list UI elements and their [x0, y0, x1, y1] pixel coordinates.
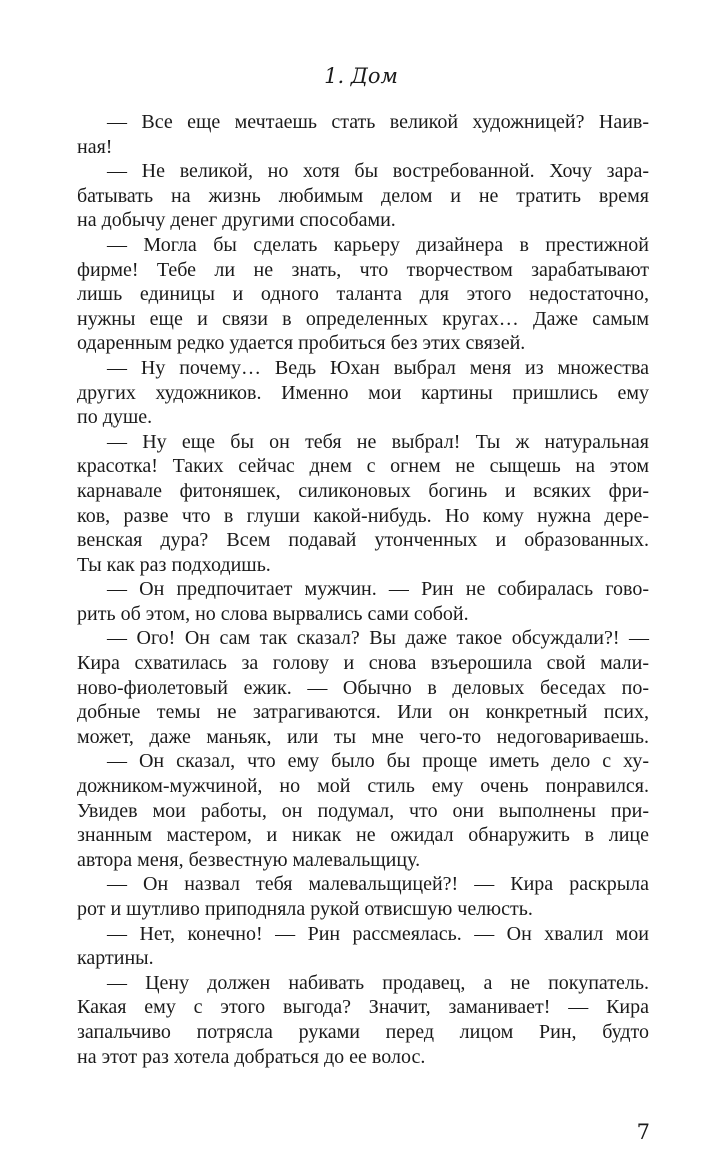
text-line: запальчиво потрясла руками перед лицом Рин, будто	[77, 1020, 649, 1043]
text-line: Какая ему с этого выгода? Значит, заманивает! — Кира	[77, 996, 649, 1019]
text-line: Увидев мои работы, он подумал, что они выполнены при-	[77, 799, 649, 822]
text-line: рот и шутливо приподняла рукой отвисшую челюсть.	[77, 898, 533, 920]
text-line: карнавале фитоняшек, силиконовых богинь и всяких фри-	[77, 479, 649, 502]
text-line: венская дура? Всем подавай утонченных и образованных.	[77, 529, 649, 552]
text-line: может, даже маньяк, или ты мне чего-то недоговариваешь.	[77, 725, 649, 748]
text-line: — Ого! Он сам так сказал? Вы даже такое обсуждали?! —	[107, 627, 649, 650]
text-line: — Не великой, но хотя бы востребованной. Хочу зара-	[107, 160, 649, 183]
chapter-title: 1. Дом	[324, 64, 398, 88]
text-line: нужны еще и связи в определенных кругах… Даже самым	[77, 307, 649, 330]
text-line: — Нет, конечно! — Рин рассмеялась. — Он хвалил мои	[107, 922, 649, 945]
text-line: фирме! Тебе ли не знать, что творчеством зарабатывают	[77, 258, 649, 281]
text-line: ная!	[77, 135, 113, 158]
text-line: лишь единицы и одного таланта для этого недостаточно,	[77, 283, 649, 306]
text-line: Ты как раз подходишь.	[77, 553, 271, 576]
text-line: дожником-мужчиной, но мой стиль ему очень понравился.	[77, 775, 649, 798]
text-line: других художников. Именно мои картины пришлись ему	[77, 381, 649, 404]
text-line: одаренным редко удается пробиться без этих связей.	[77, 332, 526, 355]
text-line: автора меня, безвестную малевальщицу.	[77, 848, 421, 871]
body-text	[77, 110, 649, 1069]
text-line: по душе.	[77, 406, 153, 429]
text-line: — Могла бы сделать карьеру дизайнера в престижной	[107, 233, 649, 256]
text-line: — Ну еще бы он тебя не выбрал! Ты ж натуральная	[107, 430, 649, 453]
text-line: ков, разве что в глуши какой-нибудь. Но кому нужна дере-	[77, 504, 649, 527]
text-line: — Цену должен набивать продавец, а не покупатель.	[107, 971, 649, 994]
page-number: 7	[636, 1120, 650, 1144]
text-line: Кира схватилась за голову и снова взъерошила свой мали-	[77, 652, 649, 675]
text-line: — Все еще мечтаешь стать великой художницей? Наив-	[107, 111, 649, 133]
text-line: добные темы не затрагиваются. Или он конкретный псих,	[77, 701, 649, 724]
text-line: на добычу денег другими способами.	[77, 209, 396, 232]
text-line: красотка! Таких сейчас днем с огнем не сыщешь на этом	[77, 455, 649, 478]
text-line: на этот раз хотела добраться до ее волос.	[77, 1045, 426, 1068]
text-line: батывать на жизнь любимым делом и не тратить время	[77, 184, 649, 207]
text-line: — Он сказал, что ему было бы проще иметь дело с ху-	[107, 750, 649, 773]
text-line: — Он предпочитает мужчин. — Рин не собиралась гово-	[107, 578, 649, 601]
text-line: ново-фиолетовый ежик. — Обычно в деловых беседах по-	[77, 676, 649, 699]
text-line: знанным мастером, и никак не ожидал обнаружить в лице	[77, 824, 649, 847]
text-line: рить об этом, но слова вырвались сами собой.	[77, 602, 469, 625]
text-line: — Он назвал тебя малевальщицей?! — Кира раскрыла	[107, 873, 649, 896]
text-line: картины.	[77, 947, 154, 970]
text-line: — Ну почему… Ведь Юхан выбрал меня из множества	[107, 356, 649, 379]
